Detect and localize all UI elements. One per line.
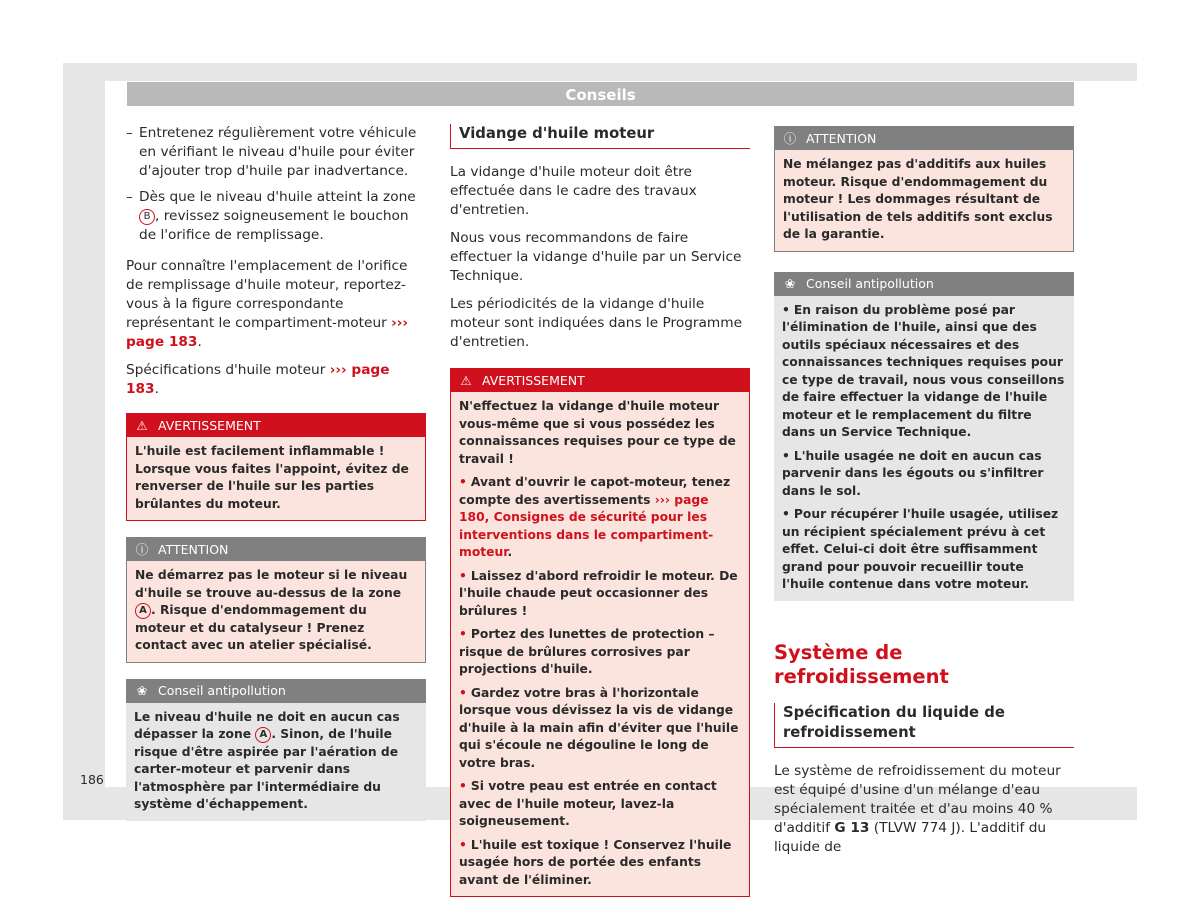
warning-box bbox=[126, 413, 426, 521]
paragraph: Spécifications d'huile moteur ››› page 183. bbox=[126, 362, 390, 397]
page-reference-link[interactable]: ››› page 180, Consignes de sécurité pour les interventions dans le compartiment-moteur bbox=[459, 492, 714, 559]
paragraph: La vidange d'huile moteur doit être effectuée dans le cadre des travaux d'entretien. bbox=[450, 164, 697, 218]
list-item: – Entretenez régulièrement votre véhicule en vérifiant le niveau d'huile pour éviter d'ajouter trop d'huile par inadvertance. bbox=[126, 125, 417, 179]
paragraph: Pour connaître l'emplacement de l'orifice de remplissage d'huile moteur, reportez-vous à la figure correspondante représentant le compartiment-moteur ››› page 183. bbox=[126, 258, 409, 350]
list-item: • Avant d'ouvrir le capot-moteur, tenez compte des avertissements ››› page 180, Consignes de sécurité pour les interventions dans le compartiment-moteur. bbox=[459, 475, 731, 559]
flower-icon: ❀ bbox=[136, 683, 148, 698]
list-item: – Dès que le niveau d'huile atteint la zone B , revissez soigneusement le bouchon de l'orifice de remplissage. bbox=[126, 189, 416, 243]
zone-marker-b: B bbox=[139, 209, 155, 225]
section-heading: Vidange d'huile moteur bbox=[450, 124, 750, 149]
warning-triangle-icon: ⚠ bbox=[460, 372, 472, 388]
page-header: Conseils bbox=[127, 82, 1074, 106]
page-number: 186 bbox=[80, 772, 104, 787]
list-item: • Gardez votre bras à l'horizontale lorsque vous dévissez la vis de vidange d'huile à la main afin d'éviter que l'huile qui s'écoule ne dégouline le long de votre bras. bbox=[459, 685, 739, 770]
zone-marker-a: A bbox=[255, 727, 271, 743]
warning-box bbox=[450, 368, 750, 897]
warning-text: N'effectuez la vidange d'huile moteur vous-même que si vous possédez les connaissances requises pour ce type de travail ! • Avant d'ouvrir le capot-moteur, tenez compte des avertissements ››› page 180, Consignes de sécurité pour les interventions dans le compartiment-moteur. • Laissez d'abord refroidir le moteur. De l'huile chaude peut occasionner des brûlures ! • Portez des lunettes de protection – risque de brûlures corrosives par projections d'huile. • Gardez votre bras à l'horizontale lorsque vous dévissez la vis de vidange d'huile à la main afin d'éviter que l'huile qui s'écoule ne dégouline le long de votre bras. • Si votre peau est entrée en contact avec de l'huile moteur, lavez-la soigneusement. • L'huile est toxique ! Conservez l'huile usagée hors de portée des enfants avant de l'éliminer. bbox=[450, 392, 750, 897]
sub-heading: Spécification du liquide de refroidissement bbox=[774, 703, 1074, 748]
attention-header: ⓘ ATTENTION bbox=[126, 537, 426, 561]
page-reference-link[interactable]: ››› page 183 bbox=[126, 362, 390, 397]
paragraph: Le système de refroidissement du moteur est équipé d'usine d'un mélange d'eau spécialement traitée et d'au moins 40 % d'additif G 13 (TLVW 774 J). L'additif du liquide de bbox=[774, 762, 1061, 855]
list-item: • Si votre peau est entrée en contact avec de l'huile moteur, lavez-la soigneusement. bbox=[459, 779, 717, 828]
list-item: • En raison du problème posé par l'élimination de l'huile, ainsi que des outils spéciaux nécessaires et des connaissances techniques requises pour ce type de travail, nous vous conseillons de faire effectuer la vidange de l'huile moteur et le remplacement du filtre dans un Service Technique. bbox=[782, 302, 1065, 439]
attention-box bbox=[126, 537, 426, 663]
flower-icon: ❀ bbox=[784, 276, 796, 291]
list-item: • Laissez d'abord refroidir le moteur. De l'huile chaude peut occasionner des brûlures ! bbox=[459, 568, 738, 618]
warning-header: ⚠ AVERTISSEMENT bbox=[450, 368, 750, 392]
info-circle-icon: ⓘ bbox=[783, 130, 797, 146]
info-circle-icon: ⓘ bbox=[135, 541, 149, 557]
warning-text: L'huile est facilement inflammable ! Lorsque vous faites l'appoint, évitez de renverser de l'huile sur les parties brûlantes du moteur. bbox=[126, 437, 426, 521]
column-2 bbox=[450, 124, 750, 913]
eco-tip-box bbox=[126, 679, 426, 821]
eco-tip-box bbox=[774, 272, 1074, 601]
eco-tip-text: Le niveau d'huile ne doit en aucun cas dépasser la zone A . Sinon, de l'huile risque d'être aspirée par l'aération de carter-moteur et parvenir dans l'atmosphère par l'intermédiaire du système d'échappement. bbox=[126, 703, 426, 821]
paragraph: Les périodicités de la vidange d'huile moteur sont indiquées dans le Programme d'entretien. bbox=[450, 296, 743, 350]
eco-tip-header: ❀ Conseil antipollution bbox=[126, 679, 426, 703]
list-item: • L'huile est toxique ! Conservez l'huile usagée hors de portée des enfants avant de l'éliminer. bbox=[459, 837, 732, 887]
warning-header: ⚠ AVERTISSEMENT bbox=[126, 413, 426, 437]
column-1 bbox=[126, 124, 426, 837]
section-title: Système de refroidissement bbox=[774, 640, 949, 688]
attention-text: Ne mélangez pas d'additifs aux huiles moteur. Risque d'endommagement du moteur ! Les dommages résultant de l'utilisation de tels additifs sont exclus de la garantie. bbox=[774, 150, 1074, 252]
paragraph: Nous vous recommandons de faire effectuer la vidange d'huile par un Service Technique. bbox=[450, 230, 742, 284]
attention-box bbox=[774, 126, 1074, 252]
list-item: • Portez des lunettes de protection – risque de brûlures corrosives par projections d'huile. bbox=[459, 627, 715, 676]
warning-triangle-icon: ⚠ bbox=[136, 417, 148, 433]
attention-text: Ne démarrez pas le moteur si le niveau d'huile se trouve au-dessus de la zone A . Risque d'endommagement du moteur et du catalyseur ! Prenez contact avec un atelier spécialisé. bbox=[126, 561, 426, 663]
eco-tip-header: ❀ Conseil antipollution bbox=[774, 272, 1074, 296]
zone-marker-a: A bbox=[135, 603, 151, 619]
list-item: • Pour récupérer l'huile usagée, utilisez un récipient spécialement prévu à cet effet. Celui-ci doit être suffisamment grand pour pouvoir recueillir toute l'huile contenue dans votre moteur. bbox=[782, 507, 1059, 591]
eco-tip-text bbox=[774, 296, 1074, 601]
attention-header: ⓘ ATTENTION bbox=[774, 126, 1074, 150]
column-3 bbox=[774, 126, 1074, 866]
list-item: • L'huile usagée ne doit en aucun cas parvenir dans les égouts ou s'infiltrer dans le sol. bbox=[782, 448, 1044, 498]
page-reference-link[interactable]: ››› page 183 bbox=[126, 315, 409, 350]
